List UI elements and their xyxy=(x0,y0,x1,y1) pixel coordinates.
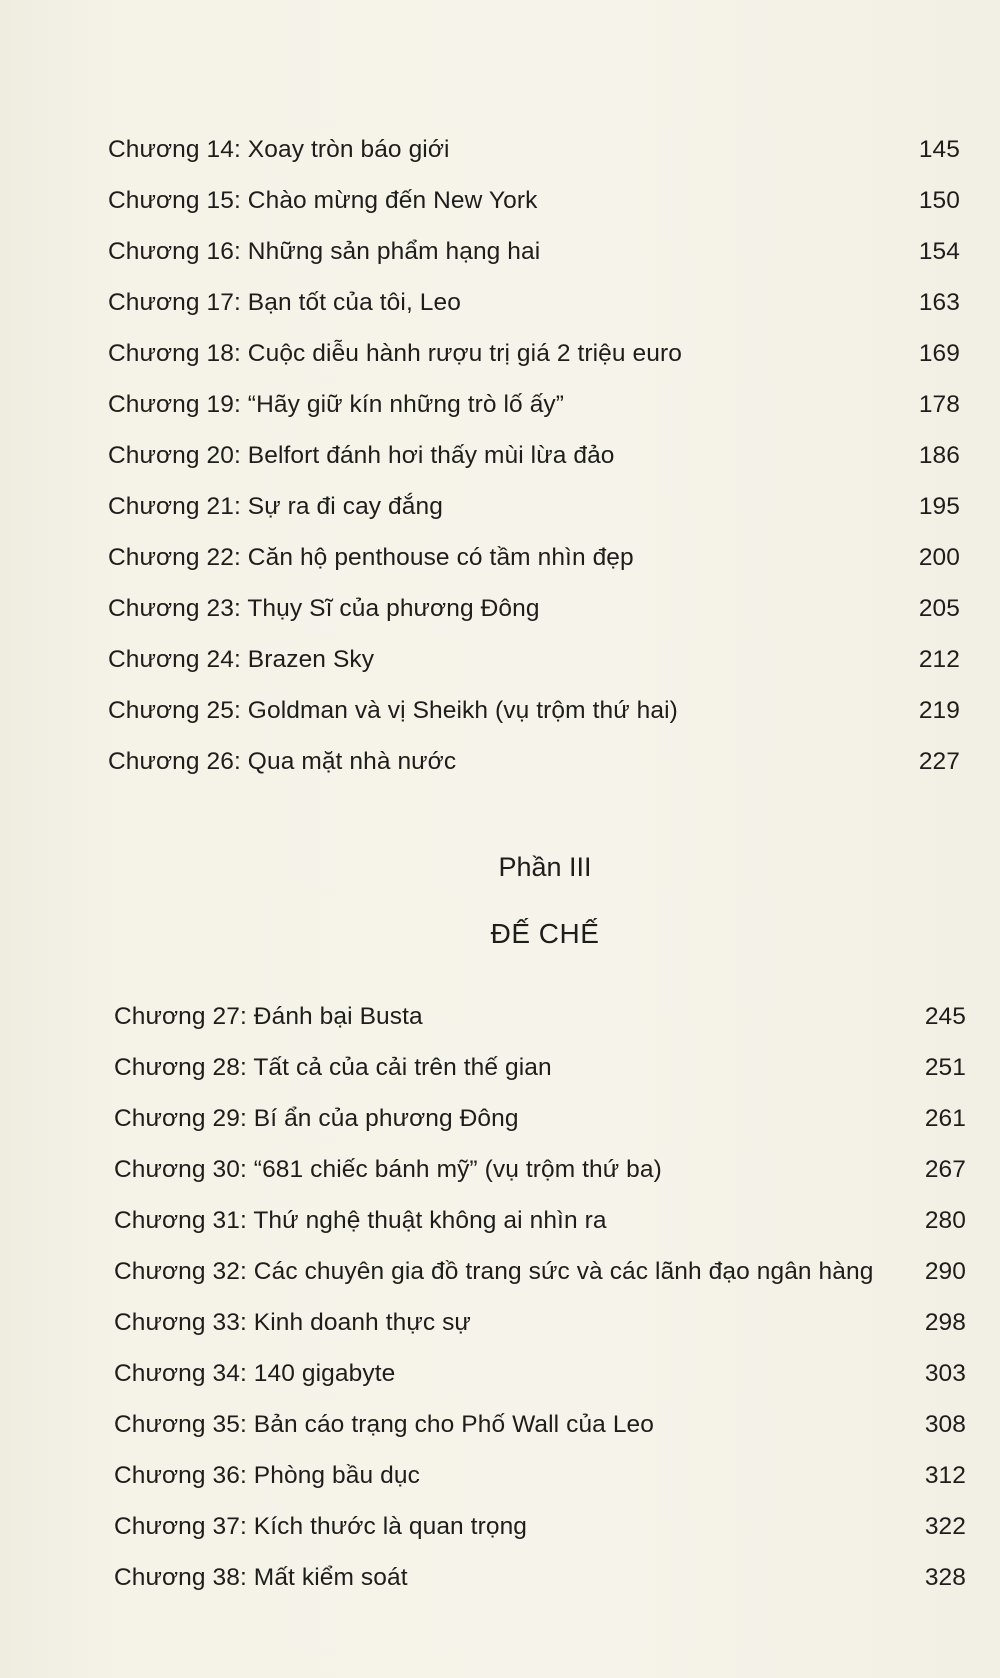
toc-entry xyxy=(108,748,960,799)
part-label: Phần III xyxy=(498,852,592,882)
chapter-title: Chương 37: Kích thước là quan trọng xyxy=(114,1513,528,1540)
page-number: 245 xyxy=(924,1003,966,1030)
page-number: 290 xyxy=(924,1258,966,1285)
page-number: 261 xyxy=(924,1105,966,1132)
page-number: 312 xyxy=(924,1462,966,1489)
page-number: 178 xyxy=(918,391,960,418)
toc-entry xyxy=(114,1258,966,1309)
toc-entry xyxy=(108,595,960,646)
toc-list-part-2 xyxy=(108,136,960,799)
page-number: 219 xyxy=(918,697,960,724)
chapter-title: Chương 16: Những sản phẩm hạng hai xyxy=(108,238,541,265)
toc-entry xyxy=(114,1156,966,1207)
toc-entry xyxy=(114,1054,966,1105)
toc-entry xyxy=(114,1564,966,1615)
page-number: 298 xyxy=(924,1309,966,1336)
chapter-title: Chương 21: Sự ra đi cay đắng xyxy=(108,493,443,520)
toc-entry xyxy=(114,1105,966,1156)
page-number: 205 xyxy=(918,595,960,622)
chapter-title: Chương 22: Căn hộ penthouse có tầm nhìn đẹp xyxy=(108,544,634,571)
toc-entry xyxy=(108,544,960,595)
chapter-title: Chương 27: Đánh bại Busta xyxy=(114,1003,423,1030)
toc-entry xyxy=(114,1513,966,1564)
page-number: 251 xyxy=(924,1054,966,1081)
chapter-title: Chương 32: Các chuyên gia đồ trang sức và các lãnh đạo ngân hàng xyxy=(114,1258,874,1285)
page-number: 227 xyxy=(918,748,960,775)
toc-entry xyxy=(114,1003,966,1054)
toc-entry xyxy=(108,442,960,493)
chapter-title: Chương 36: Phòng bầu dục xyxy=(114,1462,420,1489)
toc-entry xyxy=(114,1411,966,1462)
chapter-title: Chương 33: Kinh doanh thực sự xyxy=(114,1309,471,1336)
page-number: 303 xyxy=(924,1360,966,1387)
page-number: 322 xyxy=(924,1513,966,1540)
chapter-title: Chương 24: Brazen Sky xyxy=(108,646,375,673)
page-number: 163 xyxy=(918,289,960,316)
toc-entry xyxy=(108,136,960,187)
chapter-title: Chương 14: Xoay tròn báo giới xyxy=(108,136,450,163)
toc-entry xyxy=(108,493,960,544)
chapter-title: Chương 23: Thụy Sĩ của phương Đông xyxy=(108,595,540,622)
toc-entry xyxy=(108,187,960,238)
toc-entry xyxy=(108,391,960,442)
toc-entry xyxy=(108,697,960,748)
chapter-title: Chương 29: Bí ẩn của phương Đông xyxy=(114,1105,519,1132)
page-number: 145 xyxy=(918,136,960,163)
chapter-title: Chương 38: Mất kiểm soát xyxy=(114,1564,408,1591)
chapter-title: Chương 17: Bạn tốt của tôi, Leo xyxy=(108,289,461,316)
page-number: 280 xyxy=(924,1207,966,1234)
toc-entry xyxy=(108,646,960,697)
page-number: 186 xyxy=(918,442,960,469)
toc-entry xyxy=(108,340,960,391)
page-number: 328 xyxy=(924,1564,966,1591)
chapter-title: Chương 31: Thứ nghệ thuật không ai nhìn ra xyxy=(114,1207,607,1234)
page-number: 150 xyxy=(918,187,960,214)
chapter-title: Chương 15: Chào mừng đến New York xyxy=(108,187,538,214)
page-number: 308 xyxy=(924,1411,966,1438)
toc-entry xyxy=(108,238,960,289)
page-number: 212 xyxy=(918,646,960,673)
page-number: 267 xyxy=(924,1156,966,1183)
toc-entry xyxy=(114,1462,966,1513)
page-number: 200 xyxy=(918,544,960,571)
toc-entry xyxy=(114,1207,966,1258)
chapter-title: Chương 19: “Hãy giữ kín những trò lố ấy” xyxy=(108,391,565,418)
toc-entry xyxy=(114,1360,966,1411)
page-number: 154 xyxy=(918,238,960,265)
part-title: ĐẾ CHẾ xyxy=(490,918,600,949)
toc-list-part-3 xyxy=(114,1003,966,1615)
chapter-title: Chương 25: Goldman và vị Sheikh (vụ trộm thứ hai) xyxy=(108,697,678,724)
chapter-title: Chương 20: Belfort đánh hơi thấy mùi lừa đảo xyxy=(108,442,615,469)
toc-entry xyxy=(108,289,960,340)
page-number: 169 xyxy=(918,340,960,367)
chapter-title: Chương 30: “681 chiếc bánh mỹ” (vụ trộm thứ ba) xyxy=(114,1156,662,1183)
chapter-title: Chương 18: Cuộc diễu hành rượu trị giá 2 triệu euro xyxy=(108,340,682,367)
page-number: 195 xyxy=(918,493,960,520)
toc-entry xyxy=(114,1309,966,1360)
chapter-title: Chương 28: Tất cả của cải trên thế gian xyxy=(114,1054,552,1081)
chapter-title: Chương 34: 140 gigabyte xyxy=(114,1360,396,1387)
chapter-title: Chương 35: Bản cáo trạng cho Phố Wall của Leo xyxy=(114,1411,654,1438)
chapter-title: Chương 26: Qua mặt nhà nước xyxy=(108,748,457,775)
